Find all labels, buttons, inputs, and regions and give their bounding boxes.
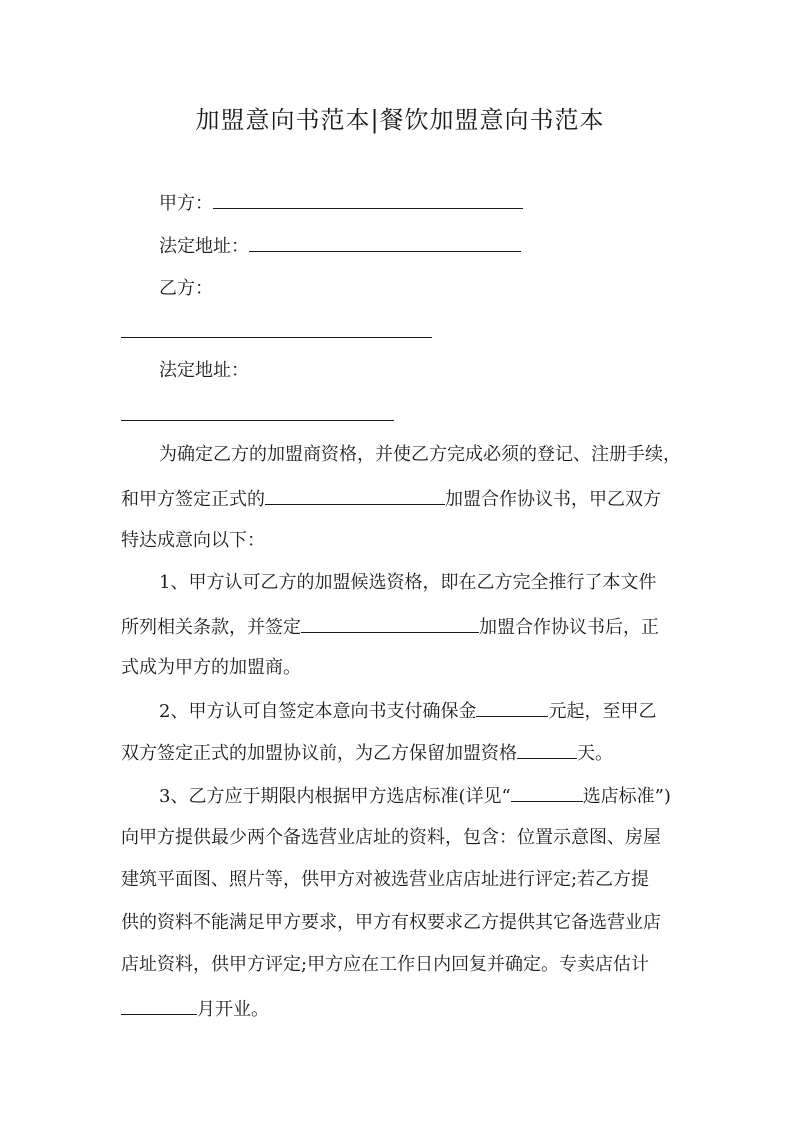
clause-2-line-2 xyxy=(121,740,613,766)
intro-line-2 xyxy=(121,486,661,512)
clause-3-line-1 xyxy=(159,783,671,809)
party-a-address-line xyxy=(159,233,521,259)
clause-3-text-a: 3、乙方应于期限内根据甲方选店标准(详见“ xyxy=(159,786,511,807)
agreement-name-blank[interactable] xyxy=(265,486,445,505)
party-a-line xyxy=(159,190,523,216)
clause-1-agreement-blank[interactable] xyxy=(301,614,479,633)
clause-1-text-a: 所列相关条款，并签定 xyxy=(121,617,301,638)
party-b-label: 乙方： xyxy=(159,278,213,299)
site-standard-blank[interactable] xyxy=(511,783,583,802)
deposit-amount-blank[interactable] xyxy=(476,698,548,717)
clause-2-text-a: 2、甲方认可自签定本意向书支付确保金 xyxy=(159,701,477,722)
intro-line-1: 为确定乙方的加盟商资格，并使乙方完成必须的登记、注册手续， xyxy=(159,444,681,465)
intro-line-3: 特达成意向以下： xyxy=(121,530,265,551)
clause-1-line-3: 式成为甲方的加盟商。 xyxy=(121,657,301,678)
clause-3-line-3: 建筑平面图、照片等，供甲方对被选营业店店址进行评定;若乙方提 xyxy=(121,869,650,890)
clause-3-text-c: 月开业。 xyxy=(197,999,269,1020)
intro-text-b: 加盟合作协议书，甲乙双方 xyxy=(445,489,661,510)
clause-2-text-d: 天。 xyxy=(577,743,613,764)
clause-2-line-1 xyxy=(159,698,656,724)
party-b-address-line xyxy=(159,359,249,383)
clause-1-text-b: 加盟合作协议书后，正 xyxy=(479,617,659,638)
party-a-address-label: 法定地址： xyxy=(159,236,249,257)
party-a-label: 甲方： xyxy=(159,193,213,214)
clause-3-line-4: 供的资料不能满足甲方要求，甲方有权要求乙方提供其它备选营业店 xyxy=(121,912,661,933)
party-b-address-blank[interactable] xyxy=(121,420,394,421)
party-a-address-blank[interactable] xyxy=(249,233,521,252)
intro-text-a: 和甲方签定正式的 xyxy=(121,489,265,510)
party-b-address-label: 法定地址： xyxy=(159,360,249,381)
party-b-blank[interactable] xyxy=(121,337,432,338)
clause-3-line-6 xyxy=(121,996,269,1022)
document-title: 加盟意向书范本|餐饮加盟意向书范本 xyxy=(195,106,605,134)
clause-1-line-1: 1、甲方认可乙方的加盟候选资格，即在乙方完全推行了本文件 xyxy=(159,572,657,593)
party-b-line xyxy=(159,277,213,301)
clause-1-line-2 xyxy=(121,614,659,640)
clause-3-line-5: 店址资料，供甲方评定;甲方应在工作日内回复并确定。专卖店估计 xyxy=(121,954,650,975)
party-a-blank[interactable] xyxy=(213,190,523,209)
opening-month-blank[interactable] xyxy=(121,996,197,1015)
clause-3-text-b: 选店标准”) xyxy=(582,786,671,807)
reserve-days-blank[interactable] xyxy=(517,740,577,759)
clause-2-text-b: 元起，至甲乙 xyxy=(548,701,657,722)
clause-2-text-c: 双方签定正式的加盟协议前，为乙方保留加盟资格 xyxy=(121,743,517,764)
clause-3-line-2: 向甲方提供最少两个备选营业店址的资料，包含：位置示意图、房屋 xyxy=(121,827,661,848)
